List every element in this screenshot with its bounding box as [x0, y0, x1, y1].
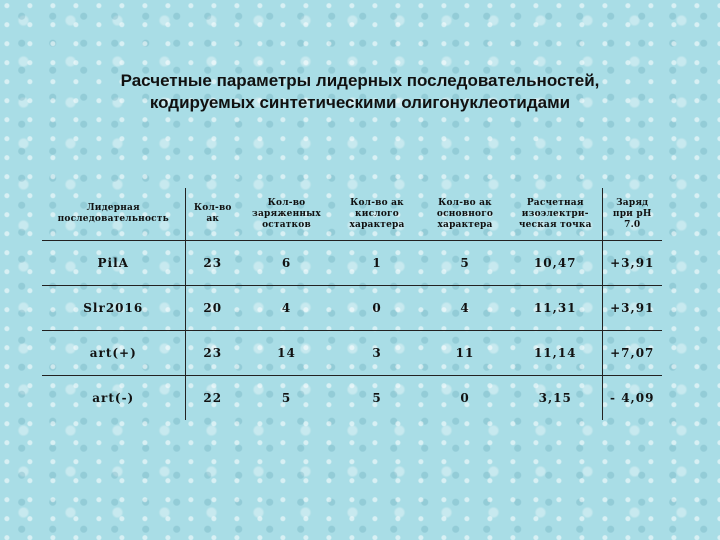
cell-charge: +3,91	[602, 286, 662, 331]
cell-acidic: 3	[333, 331, 421, 376]
cell-basic: 11	[421, 331, 509, 376]
cell-pi: 11,14	[509, 331, 602, 376]
header-acidic-aa: Кол-во ак кислого характера	[333, 188, 421, 241]
cell-charged: 5	[281, 391, 292, 405]
cell-aa-count: 23	[185, 331, 240, 376]
cell-aa-count: 23	[185, 241, 240, 286]
cell-pi: 3,15	[538, 391, 572, 405]
cell-acidic: 1	[333, 241, 421, 286]
cell-charged: 6	[240, 241, 333, 286]
header-isoelectric-point: Расчетная изоэлектри-ческая точка	[509, 188, 602, 241]
cell-pi: 10,47	[509, 241, 602, 286]
parameters-table	[42, 188, 662, 420]
table-row	[42, 286, 662, 331]
cell-charged: 4	[240, 286, 333, 331]
table-row	[42, 241, 662, 286]
title-line-1: Расчетные параметры лидерных последовательностей,	[120, 71, 600, 90]
table-row	[42, 376, 662, 421]
cell-basic: 5	[421, 241, 509, 286]
table-header-row	[42, 188, 662, 241]
header-aa-count: Кол-во ак	[185, 188, 240, 241]
header-charged-residues: Кол-во заряженных остатков	[240, 188, 333, 241]
title-line-2: кодируемых синтетическими олигонуклеотидами	[149, 93, 571, 112]
cell-acidic: 5	[372, 391, 382, 405]
cell-sequence: PilA	[42, 241, 185, 286]
cell-charge: +3,91	[602, 241, 662, 286]
cell-acidic: 0	[333, 286, 421, 331]
header-charge-ph7: Заряд при pH 7.0	[602, 188, 662, 241]
cell-aa-count: 20	[185, 286, 240, 331]
header-basic-aa: Кол-во ак основного характера	[421, 188, 509, 241]
cell-charge: +7,07	[602, 331, 662, 376]
cell-charged: 14	[240, 331, 333, 376]
cell-aa-count: 22	[203, 391, 223, 405]
cell-basic: 4	[421, 286, 509, 331]
header-leader-sequence: Лидерная последовательность	[42, 188, 185, 241]
cell-pi: 11,31	[509, 286, 602, 331]
cell-basic: 0	[460, 391, 470, 405]
cell-sequence: art(-)	[42, 376, 185, 421]
cell-sequence: Slr2016	[42, 286, 185, 331]
slide-title	[60, 70, 660, 114]
cell-sequence: art(+)	[42, 331, 185, 376]
table-row	[42, 331, 662, 376]
cell-charge: - 4,09	[602, 376, 662, 421]
